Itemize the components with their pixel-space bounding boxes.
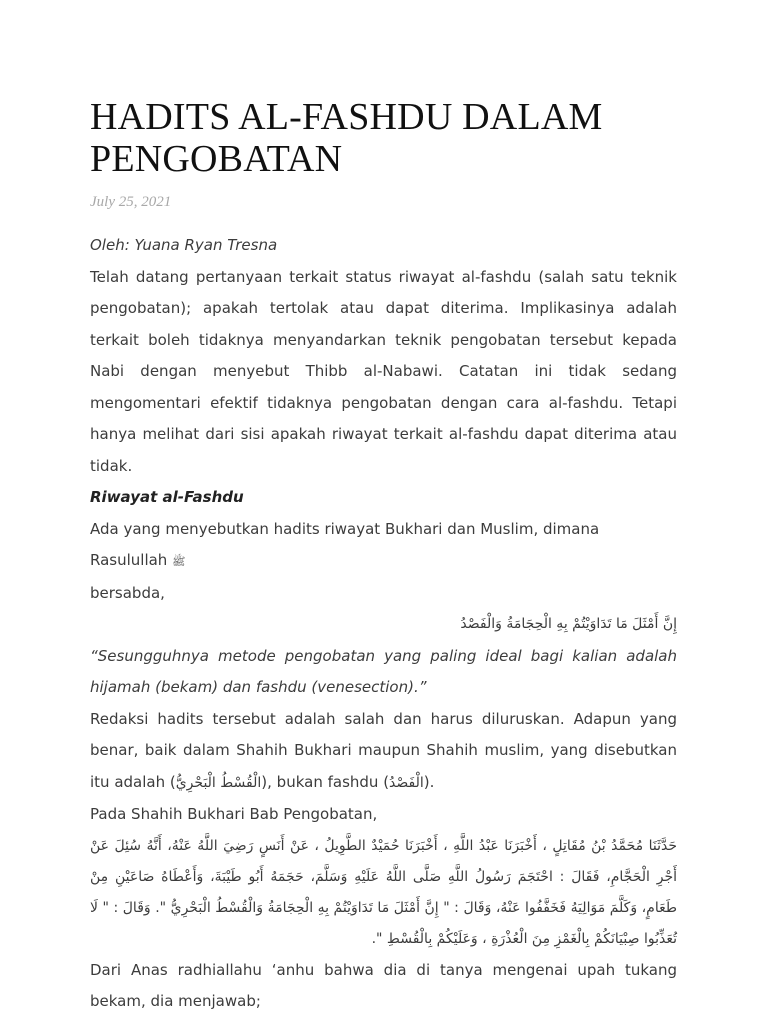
- correction-text-mid: ), bukan fashdu (: [261, 772, 390, 791]
- hadith-intro-paragraph: [90, 514, 677, 610]
- correction-paragraph: [90, 704, 677, 800]
- intro-paragraph: Telah datang pertanyaan terkait status riwayat al-fashdu (salah satu teknik pengobatan); apakah tertolak atau dapat diterima. Implikasinya adalah terkait boleh tidaknya menyandarkan teknik pengobatan tersebut kepada Nabi dengan menyebut Thibb al-Nabawi. Catatan ini tidak sedang mengomentari efektif tidaknya pengobatan dengan cara al-fashdu. Tetapi hanya melihat dari sisi apakah riwayat terkait al-fashdu dapat diterima atau tidak.: [90, 267, 677, 475]
- hadith-intro-end: bersabda,: [90, 583, 165, 602]
- arabic-fashdu: الْفَصْدُ: [389, 774, 424, 791]
- post-body: [90, 230, 677, 1018]
- salawat-symbol: ﷺ: [172, 555, 186, 568]
- anas-paragraph: Dari Anas radhiallahu ‘anhu bahwa dia di tanya mengenai upah tukang bekam, dia menjawab;: [90, 960, 677, 1010]
- correction-text-start: Redaksi hadits tersebut adalah salah dan harus diluruskan. Adapun yang benar, baik dalam Shahih Bukhari maupun Shahih muslim, yang disebutkan itu adalah (: [90, 709, 677, 791]
- post-title: HADITS AL-FASHDU DALAM PENGOBATAN: [90, 96, 603, 180]
- section-heading: Riwayat al-Fashdu: [90, 488, 244, 506]
- post-date: July 25, 2021: [90, 194, 172, 210]
- correction-text-end: ).: [423, 772, 435, 791]
- arabic-qust-bahri: الْقُسْطُ الْبَحْرِيُّ: [175, 774, 262, 791]
- author-line: Oleh: Yuana Ryan Tresna: [90, 236, 278, 254]
- quote-translation: “Sesungguhnya metode pengobatan yang paling ideal bagi kalian adalah hijamah (bekam) dan fashdu (venesection).”: [90, 646, 677, 696]
- arabic-hadith: حَدَّثَنَا مُحَمَّدُ بْنُ مُقَاتِلٍ ، أَخْبَرَنَا عَبْدُ اللَّهِ ، أَخْبَرَنَا حُمَيْدٌ الطَّوِيلُ ، عَنْ أَنَسٍ رَضِيَ اللَّهُ عَنْهُ، أَنَّهُ سُئِلَ عَنْ أَجْرِ الْحَجَّامِ، فَقَالَ : احْتَجَمَ رَسُولُ اللَّهِ صَلَّى اللَّهُ عَلَيْهِ وَسَلَّمَ، حَجَمَهُ أَبُو طَيْبَةَ، وَأَعْطَاهُ صَاعَيْنِ مِنْ طَعَامٍ، وَكَلَّمَ مَوَالِيَهُ فَخَفَّفُوا عَنْهُ، وَقَالَ : " إِنَّ أَمْثَلَ مَا تَدَاوَيْتُمْ بِهِ الْحِجَامَةُ وَالْقُسْطُ الْبَحْرِيُّ ". وَقَالَ : " لَا تُعَذِّبُوا صِبْيَانَكُمْ بِالْغَمْزِ مِنَ الْعُذْرَةِ ، وَعَلَيْكُمْ بِالْقُسْطِ ".: [90, 837, 677, 947]
- bukhari-intro: Pada Shahih Bukhari Bab Pengobatan,: [90, 805, 378, 823]
- arabic-quote: إِنَّ أَمْثَلَ مَا تَدَاوَيْتُمْ بِهِ الْحِجَامَةُ وَالْفَصْدُ: [460, 616, 677, 632]
- hadith-intro-text: Ada yang menyebutkan hadits riwayat Bukhari dan Muslim, dimana Rasulullah: [90, 519, 600, 569]
